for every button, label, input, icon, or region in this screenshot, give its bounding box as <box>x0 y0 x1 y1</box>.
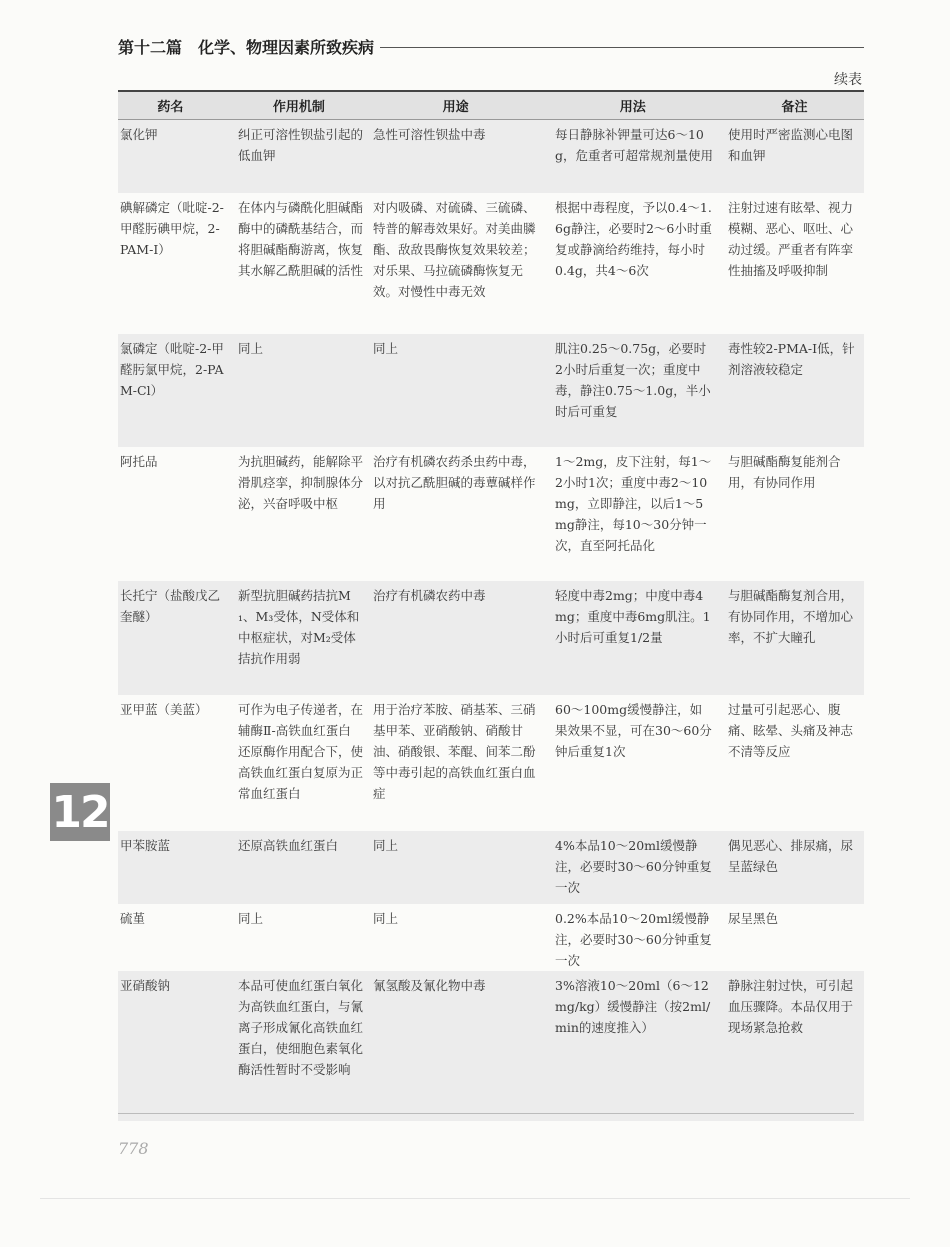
usage-cell: 肌注0.25～0.75g，必要时2小时后重复一次；重度中毒，静注0.75～1.0g，半小时后可重复 <box>555 341 711 419</box>
table-row <box>118 334 864 447</box>
note-cell: 使用时严密监测心电图和血钾 <box>728 127 854 163</box>
table-row <box>118 904 864 971</box>
note-cell: 静脉注射过快，可引起血压骤降。本品仅用于现场紧急抢救 <box>728 978 854 1035</box>
use-cell: 用于治疗苯胺、硝基苯、三硝基甲苯、亚硝酸钠、硝酸甘油、硝酸银、苯醌、间苯二酚等中毒引起的高铁血红蛋白血症 <box>373 702 536 801</box>
use-cell: 对内吸磷、对硫磷、三硫磷、特普的解毒效果好。对美曲膦酯、敌敌畏酶恢复效果较差；对乐果、马拉硫磷酶恢复无效。对慢性中毒无效 <box>373 200 536 299</box>
usage-cell: 0.2%本品10～20ml缓慢静注，必要时30～60分钟重复一次 <box>555 911 712 968</box>
usage-cell: 3%溶液10～20ml（6～12mg/kg）缓慢静注（按2ml/min的速度推入） <box>555 978 711 1035</box>
table-body <box>118 120 864 1121</box>
header-rule <box>380 47 864 48</box>
use-cell: 同上 <box>373 911 399 926</box>
usage-cell: 60～100mg缓慢静注，如果效果不显，可在30～60分钟后重复1次 <box>555 702 712 759</box>
drug-name-cell: 碘解磷定（吡啶-2-甲醛肟碘甲烷，2-PAM-I） <box>120 200 224 257</box>
drug-table <box>118 90 864 1121</box>
mechanism-cell: 本品可使血红蛋白氧化为高铁血红蛋白，与氰离子形成氰化高铁血红蛋白，使细胞色素氧化酶活性暂时不受影响 <box>238 978 364 1077</box>
drug-name-cell: 氯化钾 <box>120 127 158 142</box>
mechanism-cell: 在体内与磷酰化胆碱酯酶中的磷酰基结合，而将胆碱酯酶游离，恢复其水解乙酰胆碱的活性 <box>238 200 364 278</box>
column-header: 药名 <box>157 100 184 115</box>
use-cell: 同上 <box>373 838 399 853</box>
mechanism-cell: 纠正可溶性钡盐引起的低血钾 <box>238 127 364 163</box>
table-row <box>118 193 864 334</box>
header-title: 第十二篇 化学、物理因素所致疾病 <box>118 37 375 57</box>
mechanism-cell: 新型抗胆碱药拮抗M₁、M₃受体，N受体和中枢症状，对M₂受体拮抗作用弱 <box>238 588 360 666</box>
continued-label: 续表 <box>834 72 862 88</box>
drug-name-cell: 长托宁（盐酸戊乙奎醚） <box>120 588 221 624</box>
mechanism-cell: 同上 <box>238 911 264 926</box>
usage-cell: 每日静脉补钾量可达6～10g，危重者可超常规剂量使用 <box>555 127 714 163</box>
note-cell: 尿呈黑色 <box>728 911 779 926</box>
use-cell: 急性可溶性钡盐中毒 <box>373 127 486 142</box>
column-header: 用途 <box>442 100 469 115</box>
mechanism-cell: 同上 <box>238 341 264 356</box>
mechanism-cell: 为抗胆碱药，能解除平滑肌痉挛，抑制腺体分泌，兴奋呼吸中枢 <box>238 454 364 511</box>
table-header <box>118 92 864 120</box>
note-cell: 偶见恶心、排尿痛，尿呈蓝绿色 <box>728 838 854 874</box>
table-row <box>118 581 864 695</box>
mechanism-cell: 还原高铁血红蛋白 <box>238 838 339 853</box>
note-cell: 过量可引起恶心、腹痛、眩晕、头痛及神志不清等反应 <box>728 702 854 759</box>
use-cell: 治疗有机磷农药中毒 <box>373 588 486 603</box>
table-row <box>118 695 864 831</box>
page-number: 778 <box>118 1139 149 1158</box>
use-cell: 同上 <box>373 341 399 356</box>
column-header: 备注 <box>781 100 808 115</box>
note-cell: 与胆碱酯酶复剂合用，有协同作用，不增加心率，不扩大瞳孔 <box>728 588 854 645</box>
table-bottom-rule <box>118 1113 854 1114</box>
table-row <box>118 120 864 193</box>
drug-name-cell: 硫堇 <box>120 911 146 926</box>
drug-name-cell: 氯磷定（吡啶-2-甲醛肟氯甲烷，2-PAM-Cl） <box>120 341 224 398</box>
drug-name-cell: 亚硝酸钠 <box>120 978 171 993</box>
drug-name-cell: 阿托品 <box>120 454 158 469</box>
running-header <box>118 34 864 58</box>
table-row <box>118 971 864 1121</box>
usage-cell: 1～2mg，皮下注射，每1～2小时1次；重度中毒2～10mg，立即静注，以后1～5mg静注，每10～30分钟一次，直至阿托品化 <box>555 454 712 553</box>
use-cell: 氰氢酸及氰化物中毒 <box>373 978 486 993</box>
drug-name-cell: 亚甲蓝（美蓝） <box>120 702 208 717</box>
column-header: 用法 <box>619 100 646 115</box>
table-row <box>118 831 864 904</box>
usage-cell: 4%本品10～20ml缓慢静注，必要时30～60分钟重复一次 <box>555 838 712 895</box>
note-cell: 与胆碱酯酶复能剂合用，有协同作用 <box>728 454 841 490</box>
usage-cell: 根据中毒程度，予以0.4～1.6g静注，必要时2～6小时重复或静滴给药维持，每小时0.4g，共4～6次 <box>555 200 712 278</box>
column-header: 作用机制 <box>272 100 325 115</box>
note-cell: 注射过速有眩晕、视力模糊、恶心、呕吐、心动过缓。严重者有阵挛性抽搐及呼吸抑制 <box>728 200 854 278</box>
mechanism-cell: 可作为电子传递者，在辅酶Ⅱ-高铁血红蛋白还原酶作用配合下，使高铁血红蛋白复原为正常血红蛋白 <box>238 702 364 801</box>
use-cell: 治疗有机磷农药杀虫药中毒，以对抗乙酰胆碱的毒蕈碱样作用 <box>373 454 536 511</box>
drug-name-cell: 甲苯胺蓝 <box>120 838 171 853</box>
chapter-tab: 12 <box>50 783 110 841</box>
usage-cell: 轻度中毒2mg；中度中毒4mg；重度中毒6mg肌注。1小时后可重复1/2量 <box>555 588 711 645</box>
table-row <box>118 447 864 581</box>
footer-rule <box>40 1198 910 1199</box>
note-cell: 毒性较2-PMA-I低，针剂溶液较稳定 <box>728 341 855 377</box>
